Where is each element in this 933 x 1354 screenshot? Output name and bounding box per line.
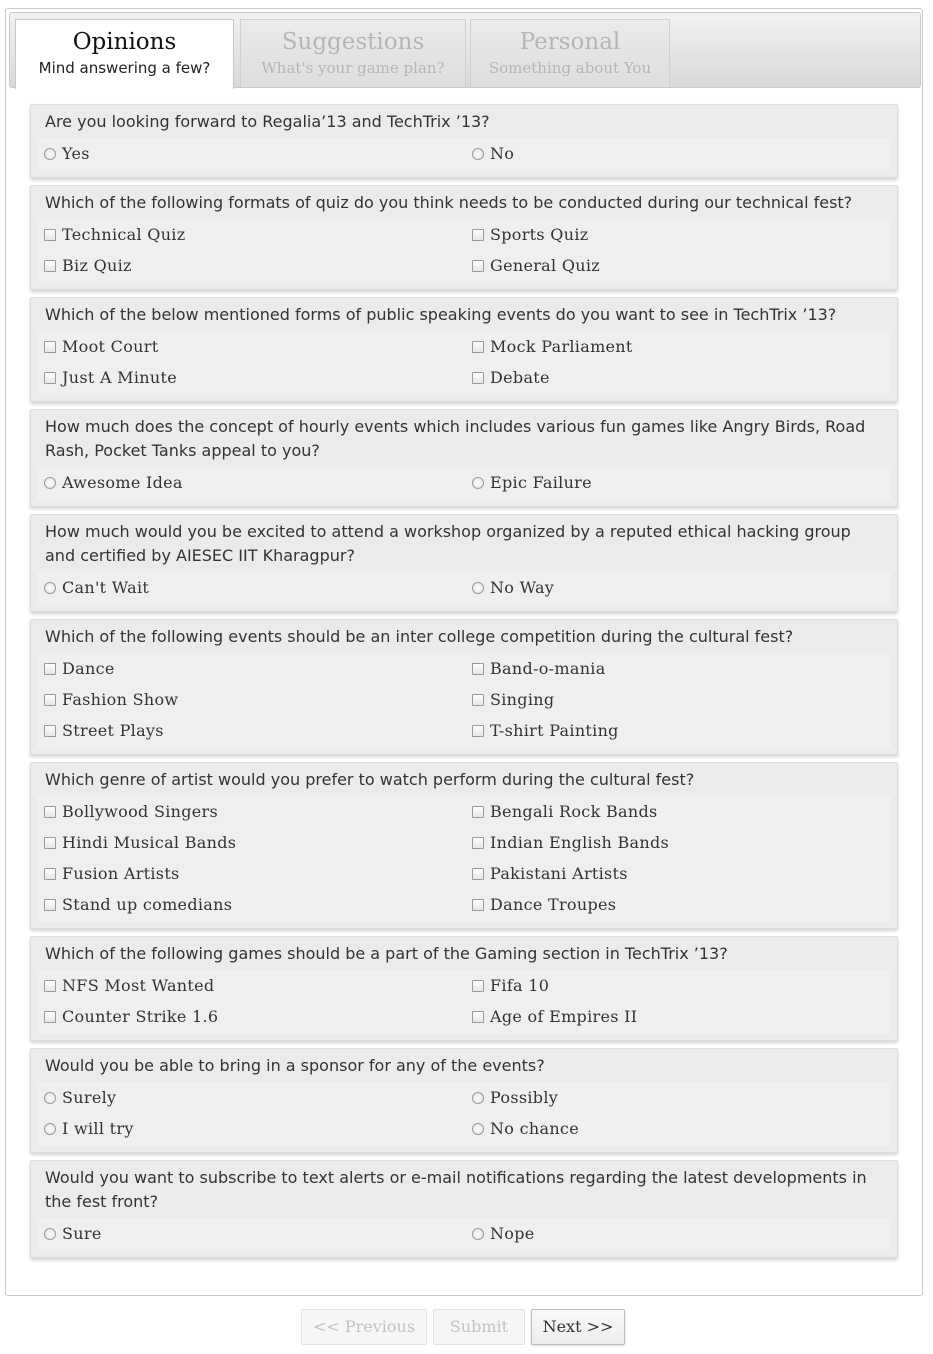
checkbox[interactable] — [472, 663, 484, 675]
checkbox[interactable] — [472, 725, 484, 737]
radio-option[interactable] — [37, 138, 465, 169]
tab-suggestions[interactable] — [240, 19, 466, 87]
option-label: Bengali Rock Bands — [490, 802, 658, 821]
option-label: T-shirt Painting — [490, 721, 619, 740]
checkbox[interactable] — [472, 1011, 484, 1023]
next-button[interactable]: Next >> — [531, 1309, 625, 1345]
option-label: No Way — [490, 578, 555, 597]
options-group — [37, 1082, 891, 1146]
radio-button[interactable] — [44, 1123, 56, 1135]
checkbox-option[interactable] — [465, 331, 893, 362]
radio-option[interactable] — [465, 1082, 893, 1113]
radio-button[interactable] — [44, 1228, 56, 1240]
checkbox-option[interactable] — [465, 684, 893, 715]
question-card — [30, 409, 898, 507]
checkbox-option[interactable] — [37, 653, 465, 684]
option-label: Hindi Musical Bands — [62, 833, 237, 852]
radio-option[interactable] — [465, 138, 893, 169]
option-label: Sure — [62, 1224, 102, 1243]
option-label: Fashion Show — [62, 690, 179, 709]
checkbox[interactable] — [472, 806, 484, 818]
radio-option[interactable] — [37, 1218, 465, 1249]
radio-option[interactable] — [37, 1082, 465, 1113]
options-group — [37, 970, 891, 1034]
option-label: Band-o-mania — [490, 659, 606, 678]
checkbox-option[interactable] — [37, 970, 465, 1001]
checkbox-option[interactable] — [37, 796, 465, 827]
checkbox-option[interactable] — [37, 250, 465, 281]
checkbox[interactable] — [44, 372, 56, 384]
radio-button[interactable] — [472, 1228, 484, 1240]
option-label: Surely — [62, 1088, 117, 1107]
checkbox-option[interactable] — [37, 362, 465, 393]
question-text: Which of the following events should be an inter college competition during the cultural fest? — [45, 627, 794, 646]
checkbox[interactable] — [472, 694, 484, 706]
tab-subtitle: Something about You — [488, 59, 652, 77]
question-card — [30, 619, 898, 755]
option-label: Just A Minute — [62, 368, 177, 387]
question-text: Which of the following games should be a part of the Gaming section in TechTrix ’13? — [45, 944, 728, 963]
radio-option[interactable] — [465, 467, 893, 498]
checkbox[interactable] — [472, 899, 484, 911]
question-card — [30, 762, 898, 929]
option-label: Counter Strike 1.6 — [62, 1007, 219, 1026]
checkbox-option[interactable] — [465, 970, 893, 1001]
checkbox-option[interactable] — [465, 796, 893, 827]
checkbox-option[interactable] — [465, 362, 893, 393]
checkbox[interactable] — [44, 980, 56, 992]
options-group — [37, 138, 891, 171]
option-label: Sports Quiz — [490, 225, 589, 244]
option-label: NFS Most Wanted — [62, 976, 215, 995]
option-label: Bollywood Singers — [62, 802, 219, 821]
checkbox[interactable] — [44, 663, 56, 675]
checkbox[interactable] — [44, 837, 56, 849]
checkbox-option[interactable] — [37, 1001, 465, 1032]
radio-button[interactable] — [472, 148, 484, 160]
checkbox[interactable] — [44, 341, 56, 353]
radio-button[interactable] — [472, 582, 484, 594]
checkbox-option[interactable] — [465, 1001, 893, 1032]
checkbox-option[interactable] — [37, 858, 465, 889]
option-label: Mock Parliament — [490, 337, 633, 356]
question-card — [30, 185, 898, 290]
question-card — [30, 297, 898, 402]
checkbox[interactable] — [44, 229, 56, 241]
option-label: Fusion Artists — [62, 864, 180, 883]
question-text: Which genre of artist would you prefer to watch perform during the cultural fest? — [45, 770, 695, 789]
tab-subtitle: Mind answering a few? — [38, 59, 211, 77]
option-label: Street Plays — [62, 721, 164, 740]
checkbox-option[interactable] — [465, 715, 893, 746]
option-label: Possibly — [490, 1088, 559, 1107]
checkbox-option[interactable] — [37, 331, 465, 362]
checkbox[interactable] — [472, 229, 484, 241]
checkbox[interactable] — [44, 899, 56, 911]
radio-button[interactable] — [44, 477, 56, 489]
option-label: General Quiz — [490, 256, 600, 275]
radio-button[interactable] — [44, 582, 56, 594]
options-group — [37, 331, 891, 395]
radio-button[interactable] — [44, 148, 56, 160]
radio-option[interactable] — [37, 572, 465, 603]
radio-button[interactable] — [472, 1123, 484, 1135]
tab-personal[interactable] — [470, 19, 670, 87]
tab-bar — [9, 12, 921, 88]
checkbox[interactable] — [472, 372, 484, 384]
option-label: Dance — [62, 659, 115, 678]
options-group — [37, 467, 891, 500]
options-group — [37, 796, 891, 922]
option-label: Dance Troupes — [490, 895, 617, 914]
submit-button[interactable]: Submit — [433, 1309, 525, 1345]
question-text: Would you be able to bring in a sponsor for any of the events? — [45, 1056, 545, 1075]
checkbox-option[interactable] — [465, 827, 893, 858]
radio-option[interactable] — [465, 1218, 893, 1249]
option-label: No — [490, 144, 515, 163]
radio-option[interactable] — [465, 572, 893, 603]
options-group — [37, 219, 891, 283]
option-label: Singing — [490, 690, 555, 709]
option-label: Pakistani Artists — [490, 864, 628, 883]
option-label: Yes — [62, 144, 90, 163]
question-card — [30, 104, 898, 178]
options-group — [37, 653, 891, 748]
tab-opinions[interactable] — [15, 19, 234, 89]
option-label: Nope — [490, 1224, 535, 1243]
checkbox[interactable] — [44, 694, 56, 706]
option-label: No chance — [490, 1119, 579, 1138]
question-card — [30, 1048, 898, 1153]
question-text: How much does the concept of hourly events which includes various fun games like Angry Birds, Road Rash, Pocket Tanks appeal to you? — [45, 417, 866, 460]
radio-option[interactable] — [37, 467, 465, 498]
option-label: Stand up comedians — [62, 895, 233, 914]
radio-button[interactable] — [44, 1092, 56, 1104]
question-text: Which of the below mentioned forms of public speaking events do you want to see in TechTrix ’13? — [45, 305, 837, 324]
checkbox-option[interactable] — [37, 889, 465, 920]
tab-title: Suggestions — [281, 29, 425, 55]
checkbox[interactable] — [472, 341, 484, 353]
checkbox-option[interactable] — [465, 889, 893, 920]
option-label: Technical Quiz — [62, 225, 186, 244]
tab-title: Opinions — [72, 29, 177, 55]
option-label: Age of Empires II — [490, 1007, 638, 1026]
option-label: Fifa 10 — [490, 976, 550, 995]
radio-option[interactable] — [37, 1113, 465, 1144]
option-label: Debate — [490, 368, 550, 387]
checkbox[interactable] — [44, 1011, 56, 1023]
checkbox-option[interactable] — [465, 250, 893, 281]
tab-title: Personal — [519, 29, 621, 55]
question-text: How much would you be excited to attend a workshop organized by a reputed ethical hacking group and certified by AIESEC IIT Kharagpur? — [45, 522, 851, 565]
tab-subtitle: What's your game plan? — [261, 59, 445, 77]
checkbox-option[interactable] — [37, 715, 465, 746]
radio-button[interactable] — [472, 477, 484, 489]
radio-button[interactable] — [472, 1092, 484, 1104]
checkbox[interactable] — [472, 260, 484, 272]
question-text: Which of the following formats of quiz do you think needs to be conducted during our technical fest? — [45, 193, 853, 212]
option-label: Moot Court — [62, 337, 159, 356]
options-group — [37, 572, 891, 605]
checkbox-option[interactable] — [37, 684, 465, 715]
checkbox[interactable] — [44, 806, 56, 818]
checkbox[interactable] — [44, 725, 56, 737]
question-text: Are you looking forward to Regalia’13 and TechTrix ’13? — [45, 112, 490, 131]
option-label: Epic Failure — [490, 473, 592, 492]
option-label: Indian English Bands — [490, 833, 670, 852]
checkbox-option[interactable] — [37, 827, 465, 858]
option-label: Biz Quiz — [62, 256, 132, 275]
question-text: Would you want to subscribe to text alerts or e-mail notifications regarding the latest developments in the fest front? — [45, 1168, 867, 1211]
options-group — [37, 1218, 891, 1251]
question-card — [30, 1160, 898, 1258]
checkbox-option[interactable] — [37, 219, 465, 250]
checkbox-option[interactable] — [465, 219, 893, 250]
checkbox[interactable] — [472, 837, 484, 849]
checkbox[interactable] — [472, 868, 484, 880]
option-label: Can't Wait — [62, 578, 150, 597]
checkbox[interactable] — [44, 260, 56, 272]
option-label: I will try — [62, 1119, 134, 1138]
checkbox-option[interactable] — [465, 653, 893, 684]
question-card — [30, 514, 898, 612]
checkbox-option[interactable] — [465, 858, 893, 889]
question-card — [30, 936, 898, 1041]
previous-button[interactable]: << Previous — [301, 1309, 427, 1345]
option-label: Awesome Idea — [62, 473, 183, 492]
radio-option[interactable] — [465, 1113, 893, 1144]
checkbox[interactable] — [44, 868, 56, 880]
checkbox[interactable] — [472, 980, 484, 992]
